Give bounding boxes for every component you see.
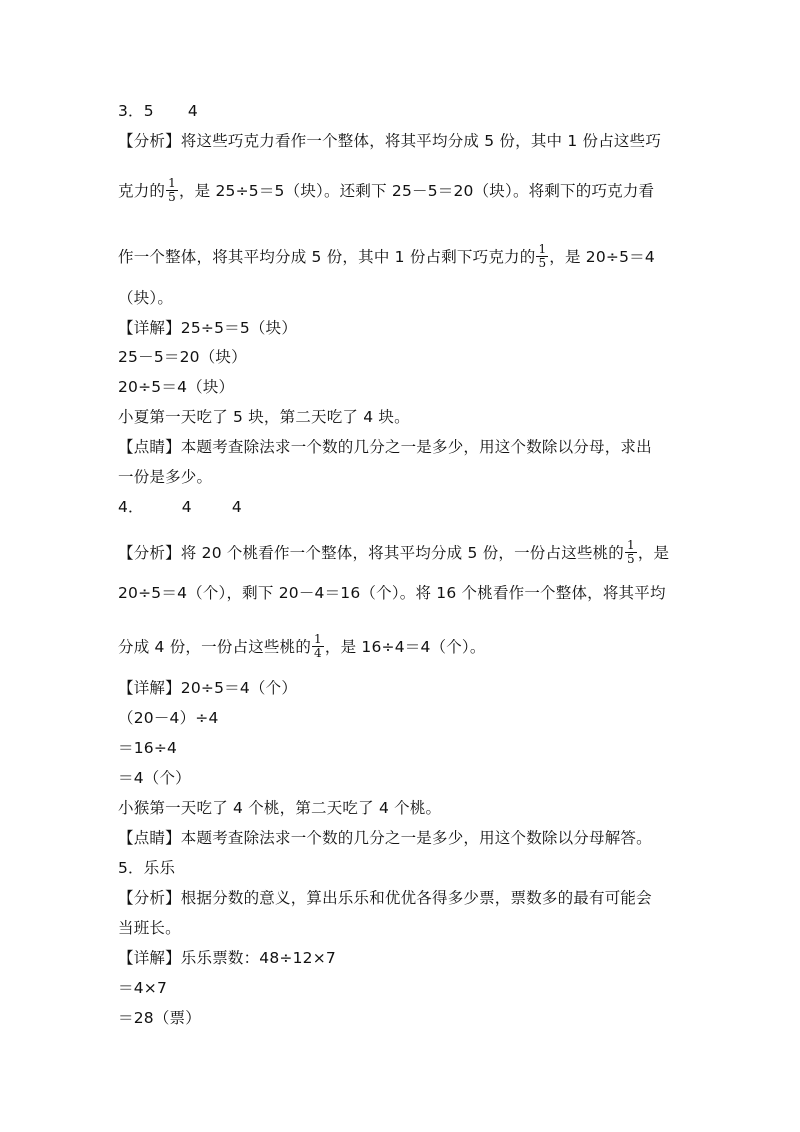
q3-analysis-line4: （块）。 — [118, 289, 174, 307]
q5-detail-line2: ＝4×7 — [118, 979, 168, 997]
q3-heading: 3．5 4 — [118, 102, 198, 120]
q5-detail-line1: 【详解】乐乐票数：48÷12×7 — [118, 949, 336, 967]
fraction-one-fifth: $\frac{1}{5}$ — [538, 242, 547, 270]
q5-detail-line3: ＝28（票） — [118, 1009, 201, 1027]
q4-detail-line4: ＝4（个） — [118, 769, 191, 787]
q3-detail-line4: 小夏第一天吃了 5 块，第二天吃了 4 块。 — [118, 408, 410, 426]
q3-comment-line2: 一份是多少。 — [118, 468, 213, 486]
q4-detail-line1: 【详解】20÷5＝4（个） — [118, 679, 298, 697]
q3-comment-line1: 【点睛】本题考查除法求一个数的几分之一是多少，用这个数除以分母，求出 — [118, 438, 652, 456]
q3-analysis-line3: 作一个整体，将其平均分成 5 份，其中 1 份占剩下巧克力的 $\frac{1}{5}$ ，是 20÷5＝4 — [118, 242, 655, 270]
q3-detail-line2: 25－5＝20（块） — [118, 348, 247, 366]
fraction-one-fifth: $\frac{1}{5}$ — [627, 538, 635, 566]
q4-analysis-line3: 分成 4 份，一份占这些桃的 $\frac{1}{4}$ ，是 16÷4＝4（个）。 — [118, 632, 486, 660]
q4-detail-line3: ＝16÷4 — [118, 739, 178, 757]
fraction-one-fourth: $\frac{1}{4}$ — [314, 632, 322, 660]
q5-analysis-line1: 【分析】根据分数的意义，算出乐乐和优优各得多少票，票数多的最有可能会 — [118, 889, 652, 907]
q4-detail-line2: （20－4）÷4 — [118, 709, 219, 727]
q5-analysis-line2: 当班长。 — [118, 919, 181, 937]
q5-heading: 5．乐乐 — [118, 859, 176, 877]
q4-analysis-line2: 20÷5＝4（个），剩下 20－4＝16（个）。将 16 个桃看作一个整体，将其平均 — [118, 584, 666, 602]
q4-detail-line5: 小猴第一天吃了 4 个桃，第二天吃了 4 个桃。 — [118, 799, 442, 817]
fraction-one-fifth: $\frac{1}{5}$ — [168, 176, 176, 204]
q3-analysis-line1: 【分析】将这些巧克力看作一个整体，将其平均分成 5 份，其中 1 份占这些巧 — [118, 132, 662, 150]
q3-detail-line3: 20÷5＝4（块） — [118, 378, 235, 396]
q3-detail-line1: 【详解】25÷5＝5（块） — [118, 319, 298, 337]
q4-comment-line1: 【点睛】本题考查除法求一个数的几分之一是多少，用这个数除以分母解答。 — [118, 829, 652, 847]
q4-heading: 4． 4 4 — [118, 498, 242, 516]
q3-analysis-line2: 克力的 $\frac{1}{5}$ ，是 25÷5＝5（块）。还剩下 25－5＝20（块）。将剩下的巧克力看 — [118, 176, 655, 204]
q4-analysis-line1: 【分析】将 20 个桃看作一个整体，将其平均分成 5 份，一份占这些桃的 $\frac{1}{5}$ ，是 — [118, 538, 670, 566]
